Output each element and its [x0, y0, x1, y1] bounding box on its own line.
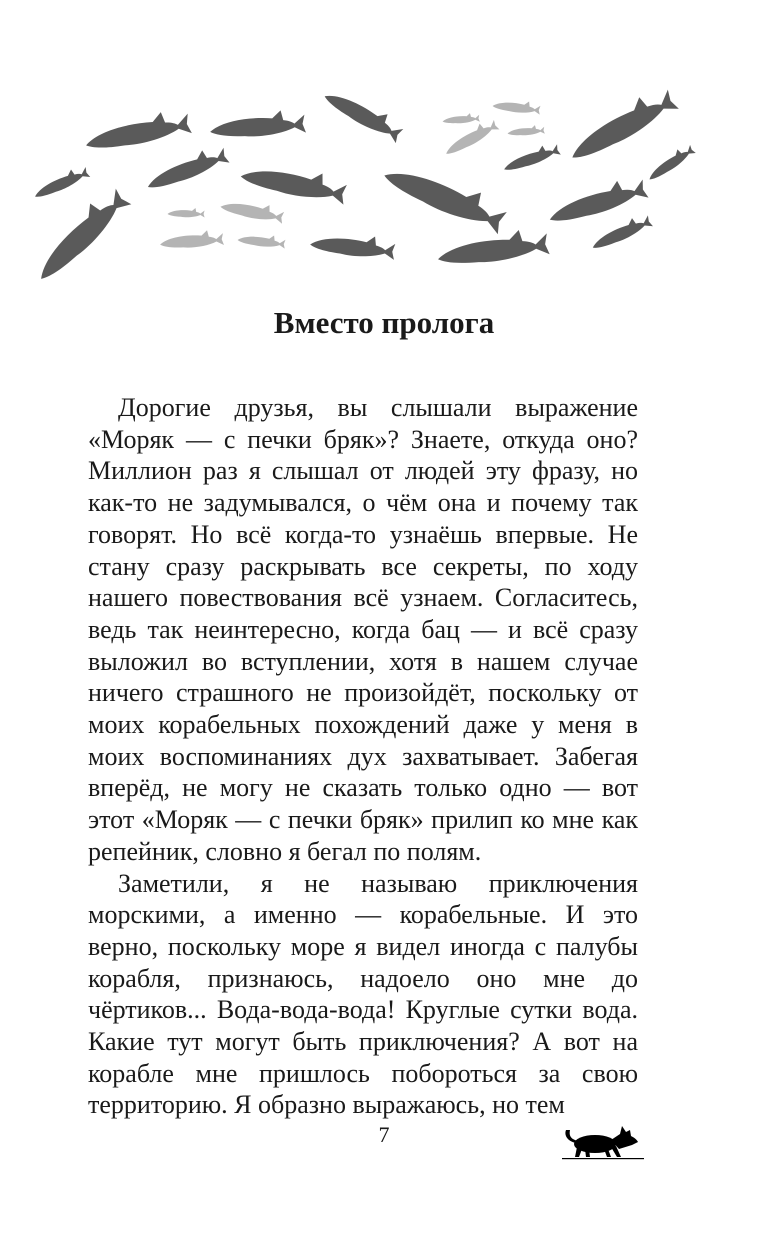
light-fish-group [159, 98, 545, 250]
school-of-fish-icon [20, 80, 710, 290]
chapter-title: Вместо пролога [273, 305, 495, 340]
page-number: 7 [378, 1122, 390, 1147]
paragraph-2: Заметили, я не называю приключения морскими, а именно — корабельные. И это верно, поскольку море я видел иногда с палубы корабля, признаюсь, надоело оно мне до чёртиков... Вода-вода-вода! Круглые сутки вода. Какие тут могут быть приключения? А вот на корабле мне пришлось побороться за свою территорию. Я образно выражаюсь, но тем [88, 868, 638, 1120]
body-text [88, 392, 638, 1121]
dark-fish-group [28, 83, 696, 287]
paragraph-1: Дорогие друзья, вы слышали выражение «Моряк — с печки бряк»? Знаете, откуда оно? Миллион раз я слышал от людей эту фразу, но как-то не задумывался, о чём она и почему так говорят. Но всё когда-то узнаёшь впервые. Не стану сразу раскрывать все секреты, по ходу нашего повествования всё узнаем. Согласитесь, ведь так неинтересно, когда бац — и всё сразу выложил во вступлении, хотя в нашем случае ничего страшного не произойдёт, поскольку от моих корабельных похождений даже у меня в моих воспоминаниях дух захватывает. Забегая вперёд, не могу не сказать только одно — вот этот «Моряк — с печки бряк» прилип ко мне как репейник, словно я бегал по полям. [88, 393, 638, 866]
black-cat-icon [562, 1120, 644, 1164]
